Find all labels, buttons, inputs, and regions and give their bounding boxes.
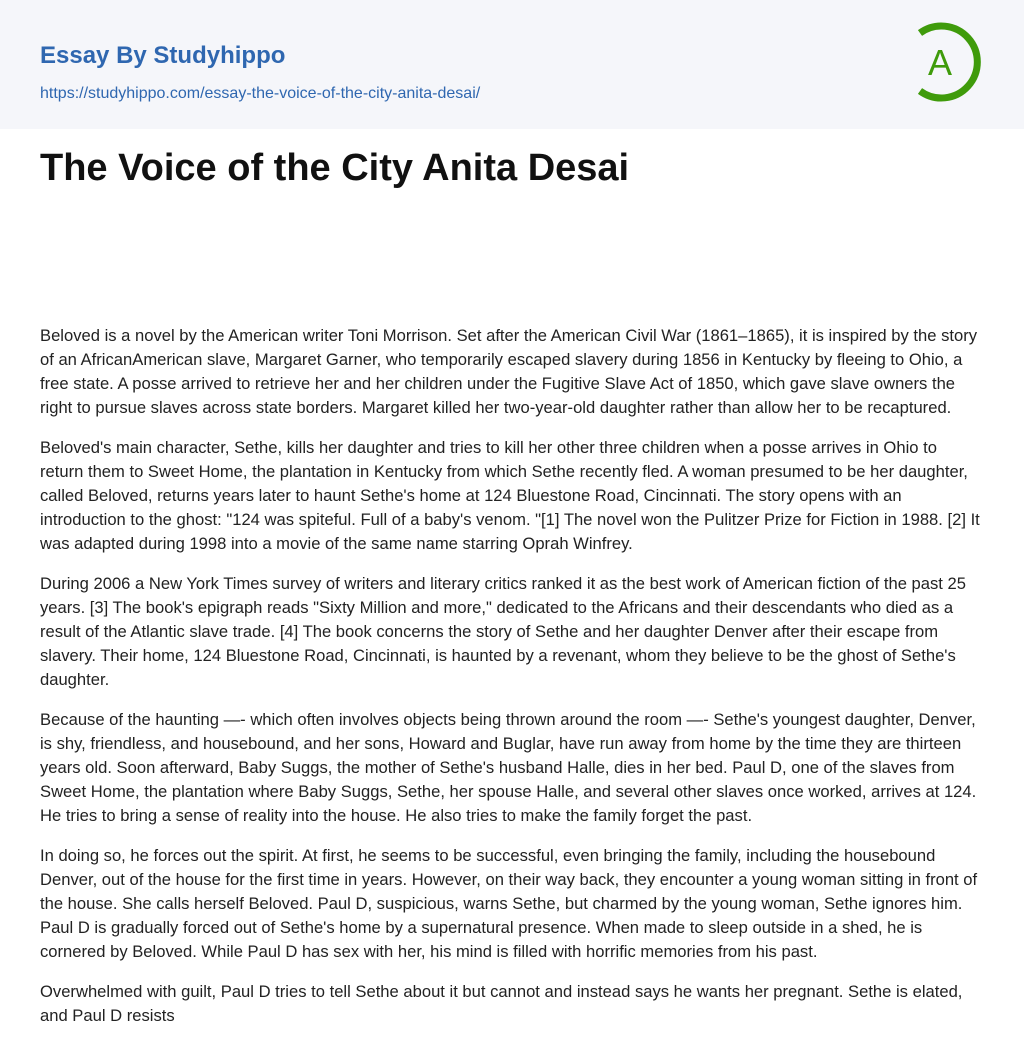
paragraph: In doing so, he forces out the spirit. At first, he seems to be successful, even bringing the family, including the housebound Denver, out of the house for the first time in years. However, on their way back, they encounter a young woman sitting in front of the house. She calls herself Beloved. Paul D, suspicious, warns Sethe, but charmed by the young woman, Sethe ignores him. Paul D is gradually forced out of Sethe's home by a supernatural presence. When made to sleep outside in a shed, he is cornered by Beloved. While Paul D has sex with her, his mind is filled with horrific memories from his past.: [40, 846, 978, 961]
essay-url-link[interactable]: https://studyhippo.com/essay-the-voice-of-the-city-anita-desai/: [40, 85, 481, 102]
paragraph: Beloved's main character, Sethe, kills her daughter and tries to kill her other three children when a posse arrives in Ohio to return them to Sweet Home, the plantation in Kentucky from which Sethe recently fled. A woman presumed to be her daughter, called Beloved, returns years later to haunt Sethe's home at 124 Bluestone Road, Cincinnati. The story opens with an introduction to the ghost: "124 was spiteful. Full of a baby's venom. "[1] The novel won the Pulitzer Prize for Fiction in 1988. [2] It was adapted during 1998 into a movie of the same name starring Oprah Winfrey.: [40, 438, 980, 553]
logo-letter: A: [927, 42, 953, 83]
studyhippo-logo-icon[interactable]: [912, 19, 986, 105]
page-title: The Voice of the City Anita Desai: [40, 147, 630, 189]
paragraph: Beloved is a novel by the American writer Toni Morrison. Set after the American Civil War (1861–1865), it is inspired by the story of an AfricanAmerican slave, Margaret Garner, who temporarily escaped slavery during 1856 in Kentucky by fleeing to Ohio, a free state. A posse arrived to retrieve her and her children under the Fugitive Slave Act of 1850, which gave slave owners the right to pursue slaves across state borders. Margaret killed her two-year-old daughter rather than allow her to be recaptured.: [40, 326, 978, 417]
article-body: [40, 129, 984, 1028]
paragraph: During 2006 a New York Times survey of writers and literary critics ranked it as the best work of American fiction of the past 25 years. [3] The book's epigraph reads "Sixty Million and more," dedicated to the Africans and their descendants who died as a result of the Atlantic slave trade. [4] The book concerns the story of Sethe and her daughter Denver after their escape from slavery. Their home, 124 Bluestone Road, Cincinnati, is haunted by a revenant, whom they believe to be the ghost of Sethe's daughter.: [40, 574, 966, 689]
article: [0, 129, 1024, 1028]
paragraph: Because of the haunting —- which often involves objects being thrown around the room —- Sethe's youngest daughter, Denver, is shy, friendless, and housebound, and her sons, Howard and Buglar, have run away from home by the time they are thirteen years old. Soon afterward, Baby Suggs, the mother of Sethe's husband Halle, dies in her bed. Paul D, one of the slaves from Sweet Home, the plantation where Baby Suggs, Sethe, her spouse Halle, and several other slaves once worked, arrives at 124. He tries to bring a sense of reality into the house. He also tries to make the family forget the past.: [40, 710, 977, 825]
brand-name: Essay By Studyhippo: [40, 42, 286, 69]
paragraph: Overwhelmed with guilt, Paul D tries to tell Sethe about it but cannot and instead says he wants her pregnant. Sethe is elated, and Paul D resists: [40, 982, 963, 1025]
